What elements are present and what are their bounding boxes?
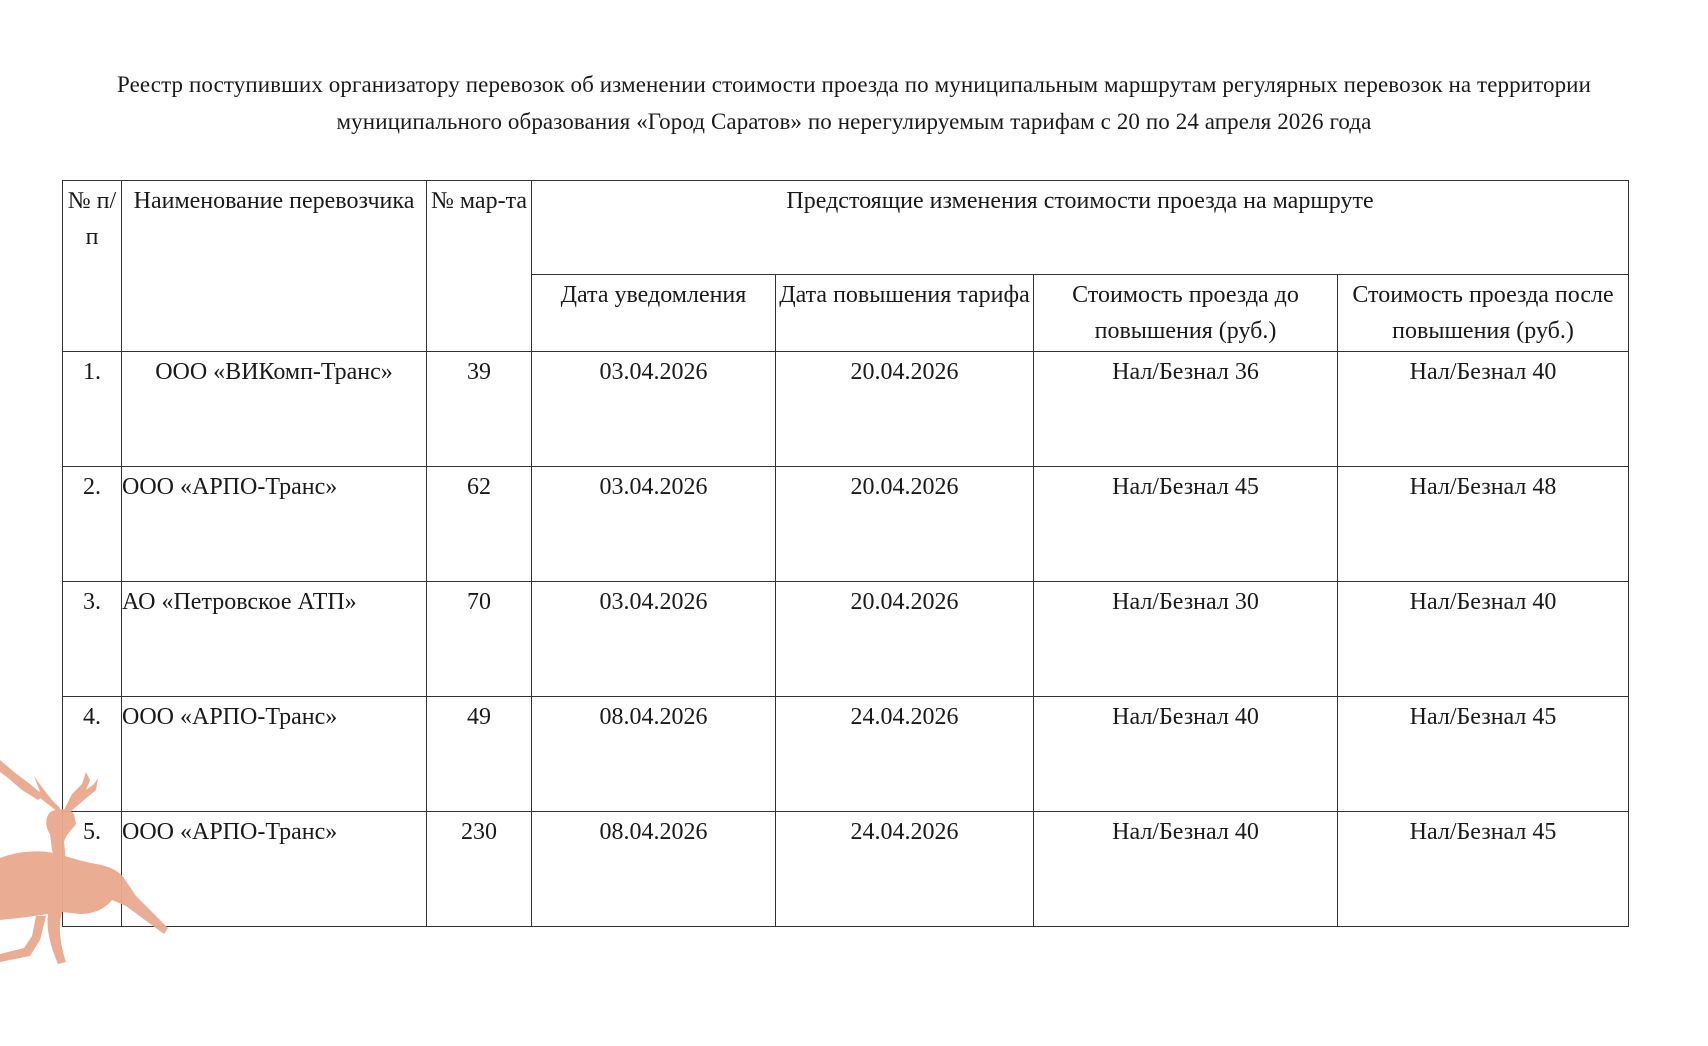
cell-price-after: Нал/Безнал 45 bbox=[1338, 812, 1629, 927]
cell-price-after: Нал/Безнал 40 bbox=[1338, 582, 1629, 697]
cell-route: 39 bbox=[427, 352, 532, 467]
table-row bbox=[63, 467, 1629, 582]
registry-table bbox=[62, 180, 1629, 927]
header-price-after: Стоимость проезда после повышения (руб.) bbox=[1338, 275, 1629, 352]
cell-num: 3. bbox=[63, 582, 122, 697]
cell-raise-date: 24.04.2026 bbox=[776, 697, 1034, 812]
cell-notice-date: 08.04.2026 bbox=[532, 812, 776, 927]
cell-route: 230 bbox=[427, 812, 532, 927]
table-row bbox=[63, 812, 1629, 927]
cell-num: 2. bbox=[63, 467, 122, 582]
deer-icon bbox=[0, 750, 175, 965]
cell-price-before: Нал/Безнал 40 bbox=[1034, 812, 1338, 927]
cell-carrier: ООО «АРПО-Транс» bbox=[122, 467, 427, 582]
cell-num: 1. bbox=[63, 352, 122, 467]
header-price-before: Стоимость проезда до повышения (руб.) bbox=[1034, 275, 1338, 352]
cell-price-after: Нал/Безнал 45 bbox=[1338, 697, 1629, 812]
cell-price-after: Нал/Безнал 40 bbox=[1338, 352, 1629, 467]
cell-raise-date: 24.04.2026 bbox=[776, 812, 1034, 927]
cell-num: 4. bbox=[63, 697, 122, 812]
cell-carrier: ООО «АРПО-Транс» bbox=[122, 812, 427, 927]
cell-carrier: ООО «ВИКомп-Транс» bbox=[122, 352, 427, 467]
header-num: № п/п bbox=[63, 181, 122, 352]
cell-price-before: Нал/Безнал 36 bbox=[1034, 352, 1338, 467]
document-title bbox=[30, 66, 1678, 140]
document-title-line-2: муниципального образования «Город Саратов» по нерегулируемым тарифам с 20 по 24 апреля 2026 года bbox=[336, 109, 1372, 134]
cell-route: 49 bbox=[427, 697, 532, 812]
cell-notice-date: 03.04.2026 bbox=[532, 582, 776, 697]
cell-notice-date: 03.04.2026 bbox=[532, 467, 776, 582]
cell-price-before: Нал/Безнал 45 bbox=[1034, 467, 1338, 582]
cell-route: 70 bbox=[427, 582, 532, 697]
cell-carrier: АО «Петровское АТП» bbox=[122, 582, 427, 697]
cell-price-before: Нал/Безнал 40 bbox=[1034, 697, 1338, 812]
document-title-line-1: Реестр поступивших организатору перевозок об изменении стоимости проезда по муниципальным маршрутам регулярных перевозок на территории bbox=[117, 72, 1591, 97]
table-row bbox=[63, 697, 1629, 812]
header-route: № мар-та bbox=[427, 181, 532, 352]
header-upcoming-changes: Предстоящие изменения стоимости проезда на маршруте bbox=[532, 181, 1629, 275]
cell-raise-date: 20.04.2026 bbox=[776, 352, 1034, 467]
cell-raise-date: 20.04.2026 bbox=[776, 467, 1034, 582]
cell-price-before: Нал/Безнал 30 bbox=[1034, 582, 1338, 697]
cell-notice-date: 08.04.2026 bbox=[532, 697, 776, 812]
cell-num: 5. bbox=[63, 812, 122, 927]
header-notice-date: Дата уведомления bbox=[532, 275, 776, 352]
cell-route: 62 bbox=[427, 467, 532, 582]
cell-price-after: Нал/Безнал 48 bbox=[1338, 467, 1629, 582]
cell-raise-date: 20.04.2026 bbox=[776, 582, 1034, 697]
table-header-row bbox=[63, 181, 1629, 275]
table-row bbox=[63, 582, 1629, 697]
header-raise-date: Дата повышения тарифа bbox=[776, 275, 1034, 352]
header-carrier: Наименование перевозчика bbox=[122, 181, 427, 352]
table-row bbox=[63, 352, 1629, 467]
cell-carrier: ООО «АРПО-Транс» bbox=[122, 697, 427, 812]
cell-notice-date: 03.04.2026 bbox=[532, 352, 776, 467]
